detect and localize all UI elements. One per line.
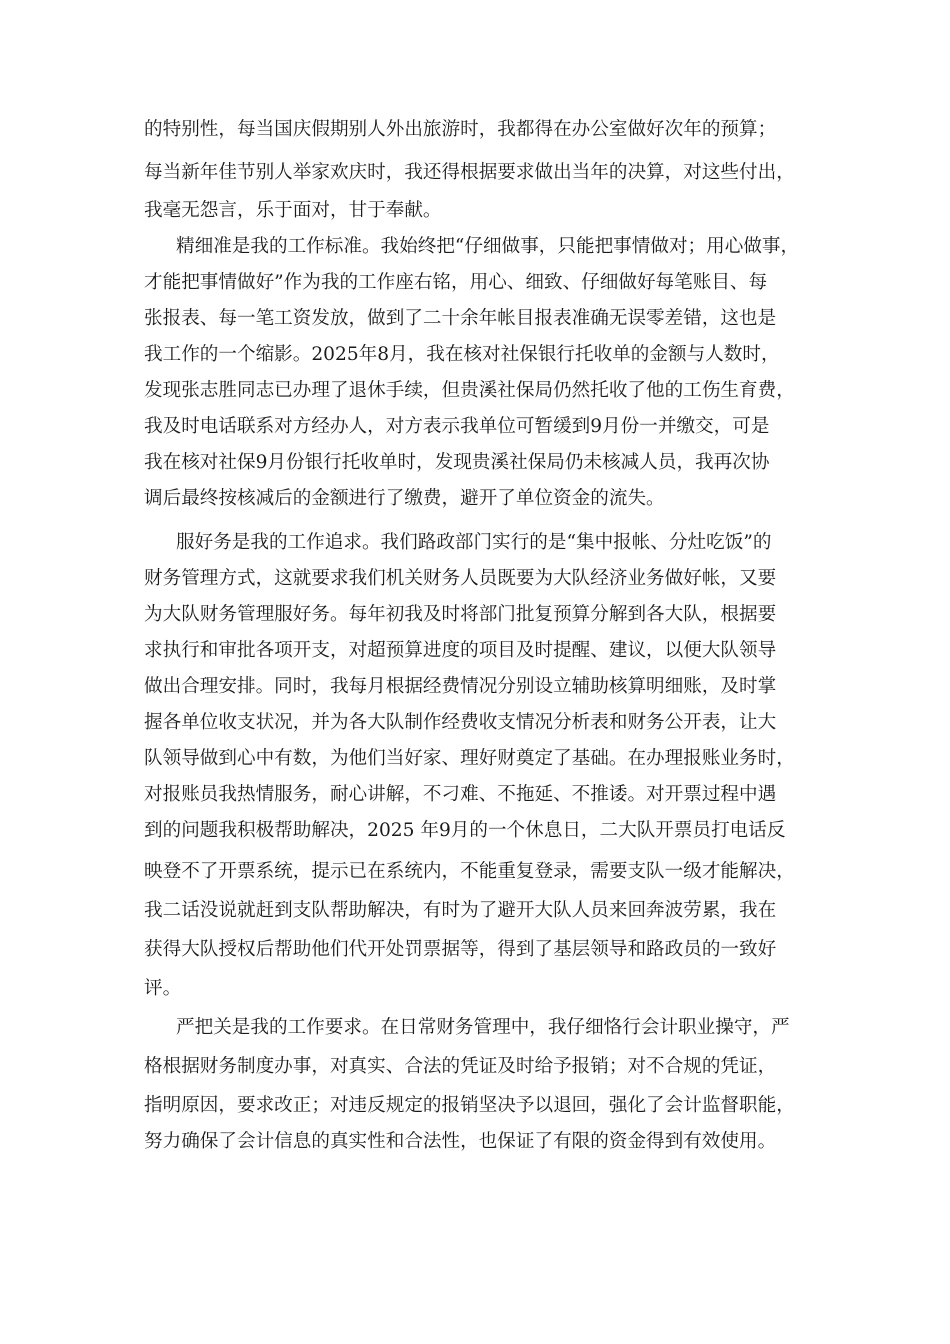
paragraph-line: 努力确保了会计信息的真实性和合法性，也保证了有限的资金得到有效使用。 [144, 1131, 777, 1152]
paragraph-line: 严把关是我的工作要求。在日常财务管理中，我仔细恪行会计职业操守，严 [176, 1017, 790, 1038]
paragraph-line: 我工作的一个缩影。2025年8月，我在核对社保银行托收单的金额与人数时， [144, 344, 780, 365]
paragraph-line: 映登不了开票系统，提示已在系统内，不能重复登录，需要支队一级才能解决， [144, 861, 795, 882]
paragraph-line: 我毫无怨言，乐于面对，甘于奉献。 [144, 200, 442, 221]
paragraph-line: 我二话没说就赶到支队帮助解决，有时为了避开大队人员来回奔波劳累，我在 [144, 900, 777, 921]
paragraph-line: 的特别性，每当国庆假期别人外出旅游时，我都得在办公室做好次年的预算； [144, 119, 777, 140]
paragraph-line: 对报账员我热情服务，耐心讲解，不刁难、不拖延、不推诿。对开票过程中遇 [144, 784, 777, 805]
paragraph-line: 到的问题我积极帮助解决，2025 年9月的一个休息日，二大队开票员打电话反 [144, 820, 786, 841]
paragraph-line: 握各单位收支状况，并为各大队制作经费收支情况分析表和财务公开表，让大 [144, 712, 777, 733]
paragraph-line: 精细准是我的工作标准。我始终把“仔细做事，只能把事情做对；用心做事， [176, 236, 800, 257]
paragraph-line: 我及时电话联系对方经办人，对方表示我单位可暂缓到9月份一并缴交，可是 [144, 416, 770, 437]
paragraph-line: 指明原因，要求改正；对违反规定的报销坚决予以退回，强化了会计监督职能， [144, 1095, 795, 1116]
paragraph-line: 服好务是我的工作追求。我们路政部门实行的是“集中报帐、分灶吃饭”的 [176, 532, 772, 553]
paragraph-line: 发现张志胜同志已办理了退休手续，但贵溪社保局仍然托收了他的工伤生育费， [144, 380, 795, 401]
paragraph-line: 财务管理方式，这就要求我们机关财务人员既要为大队经济业务做好帐，又要 [144, 568, 777, 589]
paragraph-line: 格根据财务制度办事，对真实、合法的凭证及时给予报销；对不合规的凭证， [144, 1056, 777, 1077]
paragraph-line: 为大队财务管理服好务。每年初我及时将部门批复预算分解到各大队，根据要 [144, 604, 777, 625]
paragraph-line: 队领导做到心中有数，为他们当好家、理好财奠定了基础。在办理报账业务时， [144, 748, 795, 769]
paragraph-line: 做出合理安排。同时，我每月根据经费情况分别设立辅助核算明细账，及时掌 [144, 676, 777, 697]
paragraph-line: 每当新年佳节别人举家欢庆时，我还得根据要求做出当年的决算，对这些付出， [144, 162, 795, 183]
paragraph-line: 调后最终按核减后的金额进行了缴费，避开了单位资金的流失。 [144, 488, 665, 509]
paragraph-line: 张报表、每一笔工资发放，做到了二十余年帐目报表准确无误零差错，这也是 [144, 308, 777, 329]
paragraph-line: 才能把事情做好”作为我的工作座右铭，用心、细致、仔细做好每笔账目、每 [144, 272, 768, 293]
paragraph-line: 评。 [144, 978, 182, 999]
paragraph-line: 获得大队授权后帮助他们代开处罚票据等，得到了基层领导和路政员的一致好 [144, 939, 777, 960]
paragraph-line: 求执行和审批各项开支，对超预算进度的项目及时提醒、建议，以便大队领导 [144, 640, 777, 661]
paragraph-line: 我在核对社保9月份银行托收单时，发现贵溪社保局仍未核减人员，我再次协 [144, 452, 770, 473]
